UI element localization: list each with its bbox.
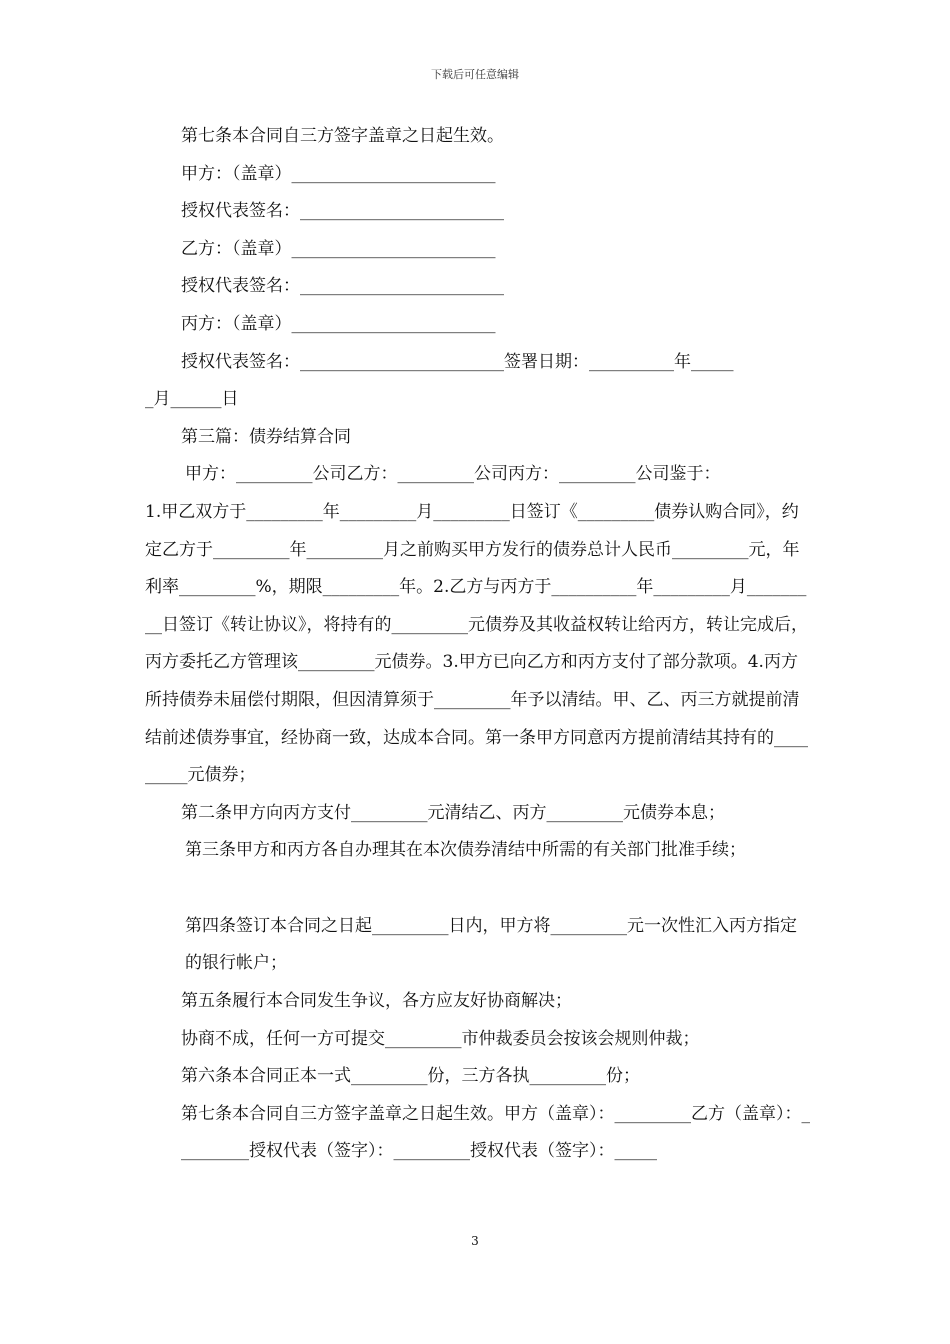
- party-b-seal-line: 乙方：（盖章）________________________: [181, 238, 496, 259]
- paragraph-gap: [145, 870, 810, 908]
- article-4-paragraph: 第四条签订本合同之日起_________日内，甲方将_________元一次性汇入丙方指定的银行帐户；: [185, 915, 797, 974]
- signing-date-continuation: _月______日: [145, 389, 239, 410]
- party-a-seal-line: 甲方：（盖章）________________________: [181, 163, 496, 184]
- page-header: 下载后可任意编辑: [431, 68, 519, 81]
- party-c-rep-signature-date-line: 授权代表签名：________________________签署日期：__________年_____: [181, 351, 734, 372]
- section-title: 第三篇：债券结算合同: [181, 426, 351, 447]
- document-body: [145, 118, 810, 1171]
- article-3-paragraph: 第三条甲方和丙方各自办理其在本次债券清结中所需的有关部门批准手续；: [185, 840, 746, 861]
- article-5-paragraph: 第五条履行本合同发生争议，各方应友好协商解决；: [181, 991, 572, 1012]
- recitals-paragraph: 1.甲乙双方于_________年_________月_________日签订《_________债券认购合同》，约定乙方于_________年_________月之前购买甲方发行的债券总计人民币_________元，年利率_________%，期限_________年。2.乙方与丙方于__________年_________月_________日签订《转让协议》，将持有的_________元债券及其收益权转让给丙方，转让完成后，丙方委托乙方管理该_________元债券。3.甲方已向乙方和丙方支付了部分款项。4.丙方所持债券未届偿付期限，但因清算须于_________年予以清结。甲、乙、丙三方就提前清结前述债券事宜，经协商一致，达成本合同。第一条甲方同意丙方提前清结其持有的_________元债券；: [145, 501, 808, 786]
- page-number: 3: [471, 1234, 479, 1248]
- closing-signature-paragraph: 第七条本合同自三方签字盖章之日起生效。甲方（盖章）：_________乙方（盖章）：_________授权代表（签字）：_________授权代表（签字）：_____: [181, 1103, 810, 1162]
- article-2-paragraph: 第二条甲方向丙方支付_________元清结乙、丙方_________元债券本息；: [181, 802, 725, 823]
- party-b-rep-signature-line: 授权代表签名：________________________: [181, 276, 504, 297]
- arbitration-paragraph: 协商不成，任何一方可提交_________市仲裁委员会按该会规则仲裁；: [181, 1028, 700, 1049]
- parties-line: 甲方：_________公司乙方：_________公司丙方：_________公司鉴于：: [185, 464, 721, 485]
- party-c-seal-line: 丙方：（盖章）________________________: [181, 313, 496, 334]
- article-6-paragraph: 第六条本合同正本一式_________份，三方各执_________份；: [181, 1066, 640, 1087]
- party-a-rep-signature-line: 授权代表签名：________________________: [181, 201, 504, 222]
- article-7-line: 第七条本合同自三方签字盖章之日起生效。: [181, 126, 504, 146]
